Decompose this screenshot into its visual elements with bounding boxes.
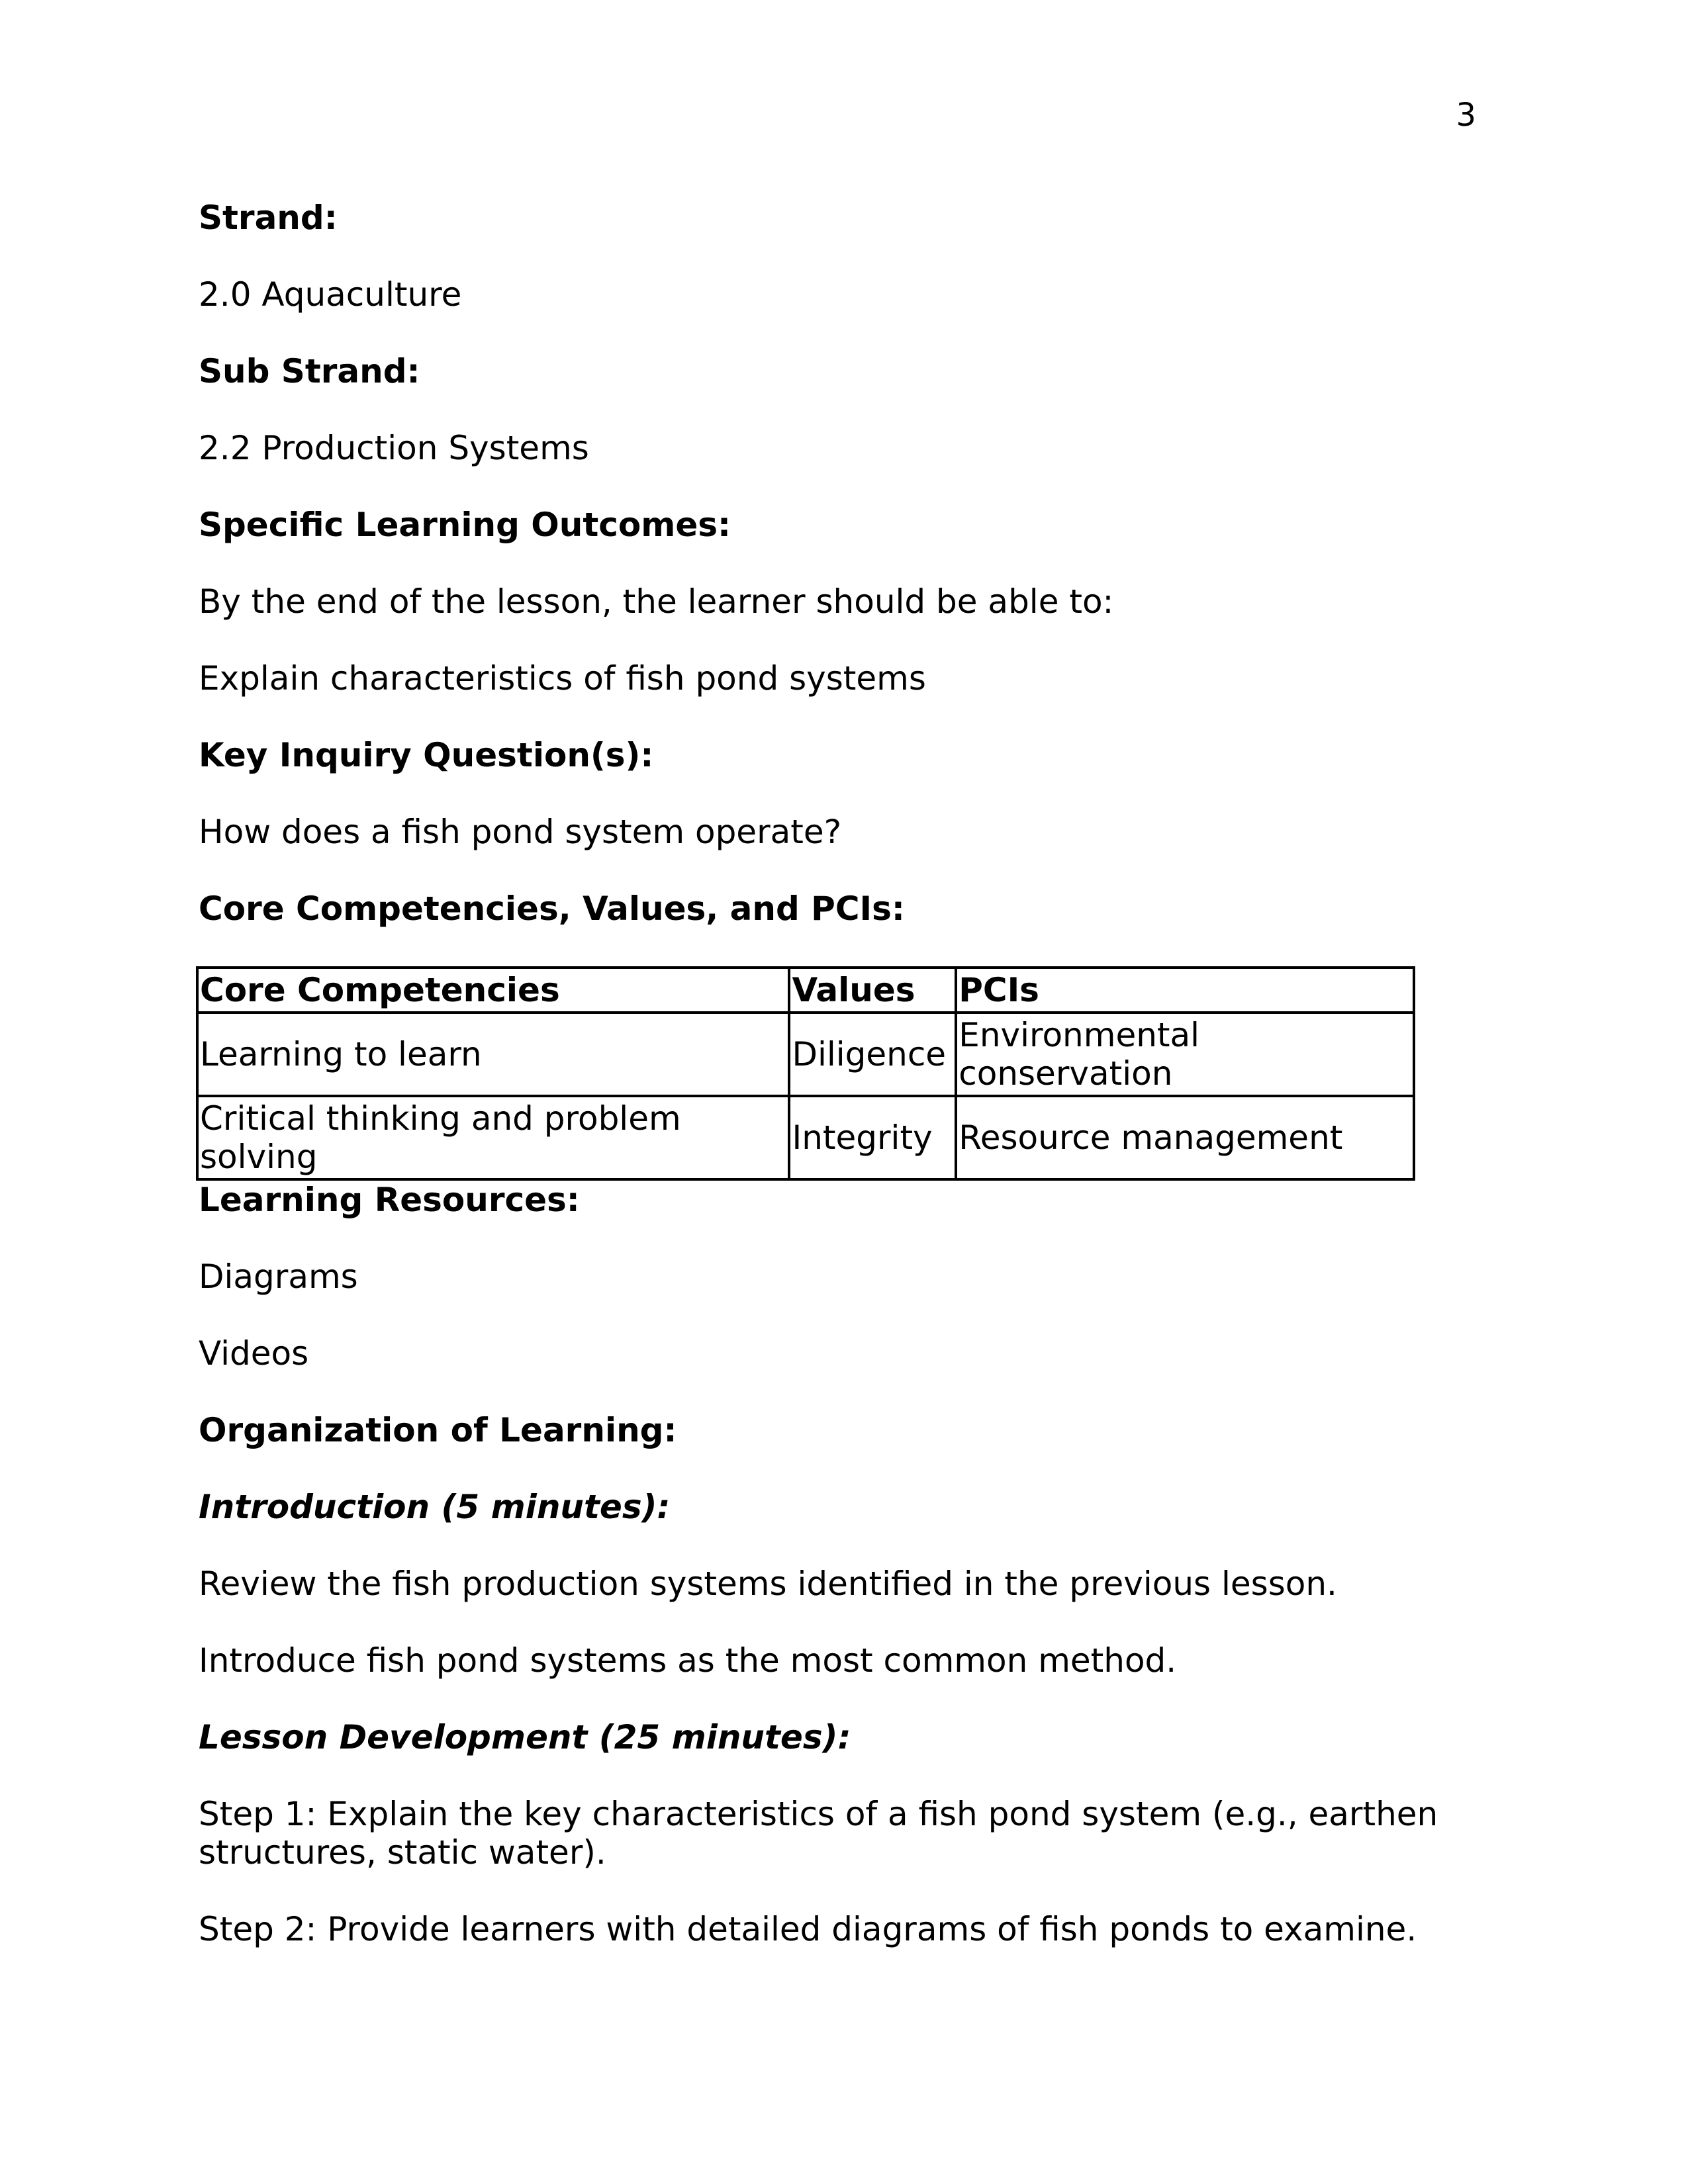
table-cell: Environmental conservation: [956, 1013, 1414, 1096]
table-cell: Critical thinking and problem solving: [197, 1096, 789, 1179]
inquiry-heading: Key Inquiry Question(s):: [199, 736, 654, 774]
page-number: 3: [1456, 97, 1476, 134]
introduction-item: Review the fish production systems identified in the previous lesson.: [199, 1565, 1337, 1603]
outcomes-item: Explain characteristics of fish pond systems: [199, 659, 926, 698]
table-cell: Integrity: [789, 1096, 956, 1179]
introduction-heading: Introduction (5 minutes):: [199, 1488, 671, 1526]
document-body: [199, 199, 1489, 1987]
strand-heading: Strand:: [199, 199, 338, 237]
table-header-row: [197, 968, 1414, 1013]
outcomes-intro: By the end of the lesson, the learner should be able to:: [199, 582, 1114, 621]
inquiry-question: How does a fish pond system operate?: [199, 813, 842, 851]
table-cell: Learning to learn: [197, 1013, 789, 1096]
table-cell: Diligence: [789, 1013, 956, 1096]
strand-value: 2.0 Aquaculture: [199, 275, 462, 314]
competencies-heading: Core Competencies, Values, and PCIs:: [199, 889, 905, 928]
introduction-item: Introduce fish pond systems as the most common method.: [199, 1641, 1177, 1680]
table-header-cell: Values: [789, 968, 956, 1013]
table-header-cell: PCIs: [956, 968, 1414, 1013]
development-heading: Lesson Development (25 minutes):: [199, 1718, 851, 1756]
competencies-table: [196, 966, 1415, 1181]
table-row: [197, 1013, 1414, 1096]
organization-heading: Organization of Learning:: [199, 1411, 677, 1449]
table-cell: Resource management: [956, 1096, 1414, 1179]
resources-item: Videos: [199, 1334, 309, 1373]
table-row: [197, 1096, 1414, 1179]
outcomes-heading: Specific Learning Outcomes:: [199, 506, 731, 544]
resources-heading: Learning Resources:: [199, 1181, 580, 1219]
sub-strand-value: 2.2 Production Systems: [199, 429, 589, 467]
sub-strand-heading: Sub Strand:: [199, 352, 420, 390]
resources-item: Diagrams: [199, 1257, 358, 1296]
development-step: Step 2: Provide learners with detailed diagrams of fish ponds to examine.: [199, 1910, 1417, 1948]
table-header-cell: Core Competencies: [197, 968, 789, 1013]
development-step: Step 1: Explain the key characteristics of a fish pond system (e.g., earthen structures, static water).: [199, 1795, 1438, 1872]
